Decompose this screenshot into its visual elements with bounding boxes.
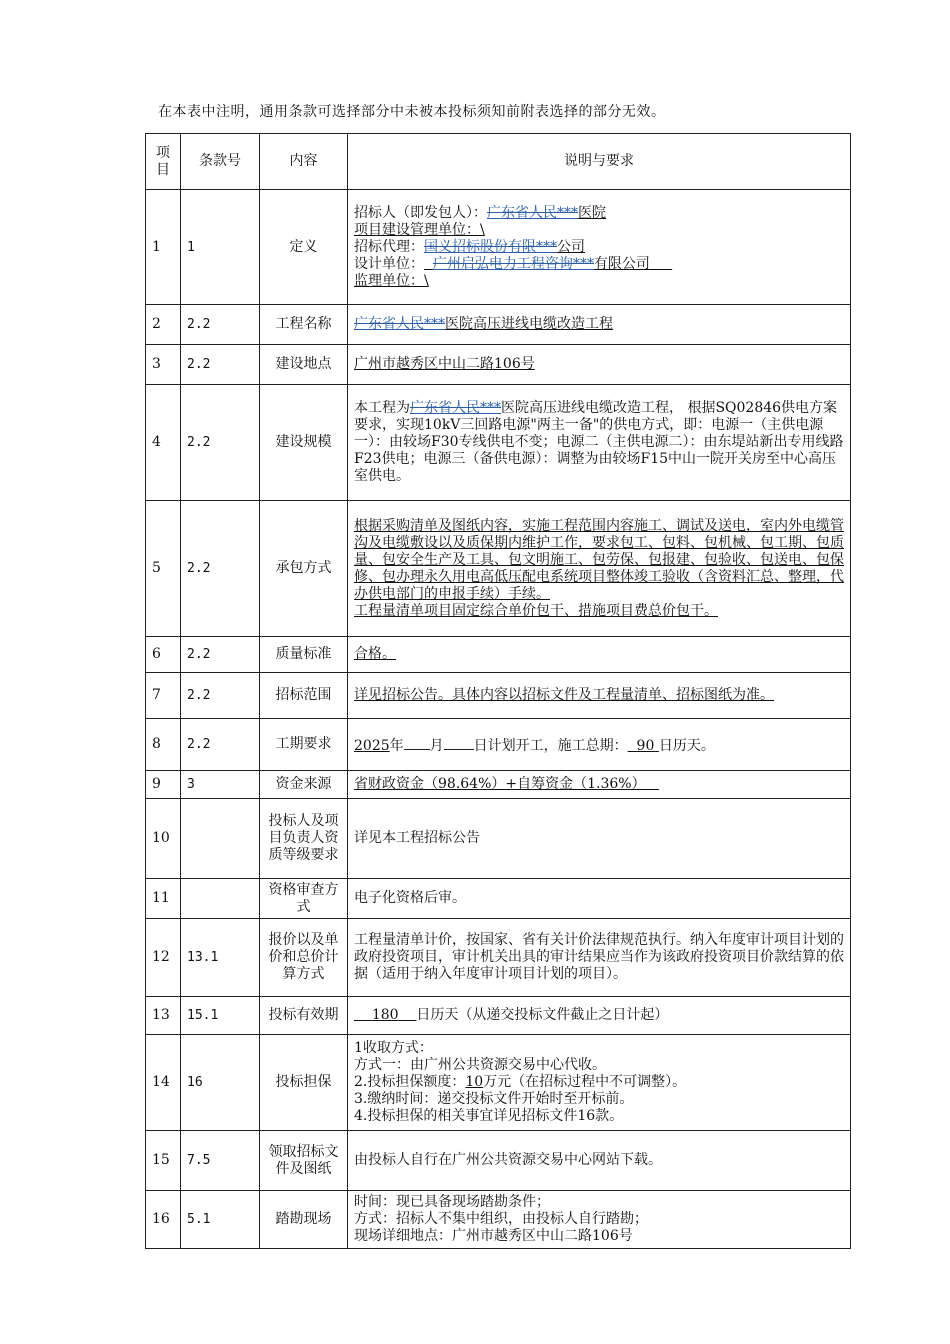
table-row: 15 7.5 领取招标文件及图纸 由投标人自行在广州公共资源交易中心网站下载。 bbox=[146, 1131, 851, 1191]
table-row: 11 资格审查方式 电子化资格后审。 bbox=[146, 879, 851, 919]
table-row: 2 2.2 工程名称 广东省人民***医院高压进线电缆改造工程 bbox=[146, 305, 851, 345]
definition-cell: 招标人（即发包人）：广东省人民***医院 项目建设管理单位：\ 招标代理：国义招标股份有限***公司 设计单位： 广州启弘电力工程咨询***有限公司 监理单位：\ bbox=[348, 190, 851, 305]
table-row: 1 1 定义 招标人（即发包人）：广东省人民***医院 项目建设管理单位：\ 招标代理：国义招标股份有限***公司 设计单位： 广州启弘电力工程咨询***有限公司 监理单位：\ bbox=[146, 190, 851, 305]
header-no: 项目 bbox=[146, 134, 181, 190]
header-clause: 条款号 bbox=[181, 134, 260, 190]
table-note: 在本表中注明，通用条款可选择部分中未被本投标须知前附表选择的部分无效。 bbox=[158, 104, 666, 120]
header-item: 内容 bbox=[260, 134, 348, 190]
table-row: 9 3 资金来源 省财政资金（98.64%）+自筹资金（1.36%） bbox=[146, 771, 851, 799]
bid-data-table bbox=[145, 133, 851, 1249]
table-row: 7 2.2 招标范围 详见招标公告。具体内容以招标文件及工程量清单、招标图纸为准。 bbox=[146, 673, 851, 719]
header-desc: 说明与要求 bbox=[348, 134, 851, 190]
table-row: 5 2.2 承包方式 根据采购清单及图纸内容，实施工程范围内容施工、调试及送电，室内外电缆管沟及电缆敷设以及质保期内维护工作，要求包工、包料、包机械、包工期、包质量、包安全生产及工具、包文明施工、包劳保、包报建、包验收、包送电、包保修、包办理永久用电高低压配电系统项目整体竣工验收（含资料汇总、整理，代办供电部门的申报手续）手续。 工程量清单项目固定综合单价包干、措施项目费总价包干。 bbox=[146, 501, 851, 637]
table-header-row bbox=[146, 134, 851, 190]
table-row: 6 2.2 质量标准 合格。 bbox=[146, 637, 851, 673]
table-row: 3 2.2 建设地点 广州市越秀区中山二路106号 bbox=[146, 345, 851, 385]
table-row: 8 2.2 工期要求 2025年 月 日计划开工，施工总期： 90 日历天。 bbox=[146, 719, 851, 771]
table-row: 13 15.1 投标有效期 180 日历天（从递交投标文件截止之日计起） bbox=[146, 997, 851, 1035]
table-row: 14 16 投标担保 1收取方式： 方式一：由广州公共资源交易中心代收。 2.投标担保额度：10万元（在招标过程中不可调整）。 3.缴纳时间：递交投标文件开始时至开标前。 4.投标担保的相关事宜详见招标文件16款。 bbox=[146, 1035, 851, 1131]
table-row: 16 5.1 踏勘现场 时间：现已具备现场踏勘条件； 方式：招标人不集中组织，由投标人自行踏勘； 现场详细地点：广州市越秀区中山二路106号 bbox=[146, 1191, 851, 1249]
table-row: 10 投标人及项目负责人资质等级要求 详见本工程招标公告 bbox=[146, 799, 851, 879]
table-row: 12 13.1 报价以及单价和总价计算方式 工程量清单计价，按国家、省有关计价法律规范执行。纳入年度审计项目计划的政府投资项目，审计机关出具的审计结果应当作为该政府投资项目价款结算的依据（适用于纳入年度审计项目计划的项目）。 bbox=[146, 919, 851, 997]
table-row: 4 2.2 建设规模 本工程为广东省人民***医院高压进线电缆改造工程， 根据SQ02846供电方案要求，实现10kV三回路电源"两主一备"的供电方式，即：电源一（主供电源一）：由较场F30专线供电不变；电源二（主供电源二）：由东堤站新出专用线路F23供电；电源三（备供电源）：调整为由较场F15中山一院开关房至中心高压室供电。 bbox=[146, 385, 851, 501]
